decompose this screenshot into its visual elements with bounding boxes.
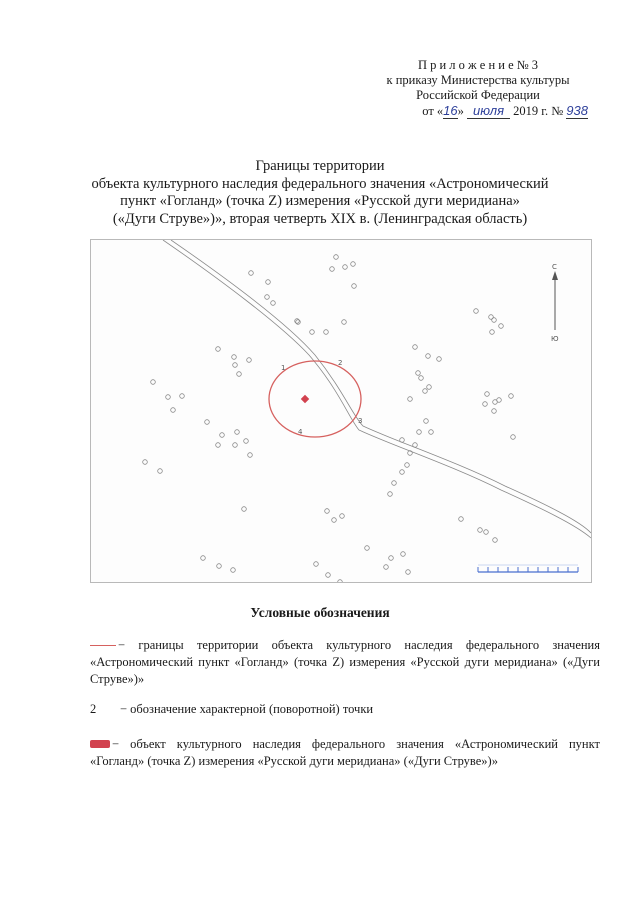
tree-marker	[233, 363, 238, 368]
tree-marker	[310, 330, 315, 335]
tree-marker	[324, 330, 329, 335]
appendix-heading: П р и л о ж е н и е № 3	[417, 58, 539, 72]
tree-marker	[509, 394, 514, 399]
tree-marker	[242, 507, 247, 512]
legend-boundary-text: − границы территории объекта культурного наследия федерального значения «Астрономический пункт «Гогланд» (точка Z) измерения «Русской дуги меридиана» («Дуги Струве»)»	[90, 638, 600, 686]
legend-object-text: − объект культурного наследия федерального значения «Астрономический пункт «Гогланд» (точка Z) измерения «Русской дуги меридиана» («Дуги Струве»)»	[90, 737, 600, 768]
tree-marker	[408, 397, 413, 402]
tree-marker	[426, 354, 431, 359]
tree-marker	[343, 265, 348, 270]
tree-marker	[485, 392, 490, 397]
tree-marker	[216, 443, 221, 448]
title-line-4: («Дуги Струве»)», вторая четверть XIX в. (Ленинградская область)	[112, 210, 528, 227]
tree-marker	[248, 453, 253, 458]
tree-marker	[413, 443, 418, 448]
tree-marker	[493, 538, 498, 543]
tree-marker	[338, 580, 343, 582]
tree-marker	[419, 376, 424, 381]
boundary-line-symbol	[90, 645, 116, 646]
tree-marker	[389, 556, 394, 561]
territory-map	[90, 239, 592, 583]
tree-marker	[296, 320, 301, 325]
point-label-4: 4	[298, 428, 303, 436]
tree-marker	[244, 439, 249, 444]
tree-marker	[365, 546, 370, 551]
tree-marker	[459, 517, 464, 522]
date-day: 16	[443, 103, 458, 118]
point-label-2: 2	[338, 359, 343, 367]
tree-marker	[151, 380, 156, 385]
point-label-1: 1	[281, 364, 286, 372]
date-year: 2019 г. №	[513, 104, 564, 118]
tree-marker	[351, 262, 356, 267]
tree-marker	[233, 443, 238, 448]
title-line-2: объекта культурного наследия федерального значения «Астрономический	[91, 175, 549, 192]
tree-marker	[352, 284, 357, 289]
tree-marker	[497, 398, 502, 403]
tree-marker	[330, 267, 335, 272]
legend-title: Условные обозначения	[250, 605, 390, 620]
tree-marker	[249, 271, 254, 276]
tree-marker	[180, 394, 185, 399]
scale-bar	[478, 565, 578, 572]
tree-marker	[235, 430, 240, 435]
tree-marker	[478, 528, 483, 533]
tree-marker	[417, 430, 422, 435]
tree-marker	[217, 564, 222, 569]
tree-marker	[405, 463, 410, 468]
tree-marker	[231, 568, 236, 573]
tree-markers	[143, 255, 516, 582]
tree-marker	[492, 409, 497, 414]
tree-marker	[483, 402, 488, 407]
tree-marker	[216, 347, 221, 352]
tree-marker	[166, 395, 171, 400]
legend-object	[90, 736, 600, 770]
tree-marker	[325, 509, 330, 514]
north-label: С	[552, 263, 557, 271]
tree-marker	[171, 408, 176, 413]
tree-marker	[340, 514, 345, 519]
point-label-3: 3	[358, 417, 363, 425]
tree-marker	[237, 372, 242, 377]
heritage-object-marker	[301, 395, 309, 403]
tree-marker	[406, 570, 411, 575]
tree-marker	[388, 492, 393, 497]
tree-marker	[334, 255, 339, 260]
appendix-ministry-line: Российской Федерации	[416, 88, 540, 102]
tree-marker	[205, 420, 210, 425]
tree-marker	[247, 358, 252, 363]
tree-marker	[266, 280, 271, 285]
map-drawing	[91, 240, 591, 582]
object-symbol	[90, 740, 110, 748]
road	[163, 240, 591, 538]
tree-marker	[342, 320, 347, 325]
tree-marker	[416, 371, 421, 376]
document-title	[70, 158, 570, 228]
tree-marker	[314, 562, 319, 567]
tree-marker	[423, 389, 428, 394]
tree-marker	[413, 345, 418, 350]
appendix-order-line: к приказу Министерства культуры	[386, 73, 570, 87]
order-number: 938	[566, 103, 588, 118]
tree-marker	[392, 481, 397, 486]
tree-marker	[429, 430, 434, 435]
tree-marker	[400, 470, 405, 475]
tree-marker	[424, 419, 429, 424]
tree-marker	[484, 530, 489, 535]
tree-marker	[384, 565, 389, 570]
tree-marker	[265, 295, 270, 300]
tree-marker	[271, 301, 276, 306]
tree-marker	[490, 330, 495, 335]
date-month: июля	[467, 103, 510, 119]
south-label: Ю	[551, 335, 559, 343]
tree-marker	[499, 324, 504, 329]
appendix-header	[328, 58, 588, 119]
appendix-date-line	[328, 103, 588, 119]
tree-marker	[220, 433, 225, 438]
north-arrow	[551, 263, 559, 343]
tree-marker	[201, 556, 206, 561]
tree-marker	[332, 518, 337, 523]
territory-boundary	[269, 361, 361, 437]
tree-marker	[427, 385, 432, 390]
tree-marker	[474, 309, 479, 314]
title-line-1: Границы территории	[255, 158, 385, 174]
tree-marker	[232, 355, 237, 360]
tree-marker	[492, 318, 497, 323]
legend-boundary	[90, 637, 600, 688]
date-mid: »	[457, 104, 464, 118]
tree-marker	[326, 573, 331, 578]
tree-marker	[143, 460, 148, 465]
tree-marker	[437, 357, 442, 362]
date-prefix: от «	[422, 104, 444, 118]
tree-marker	[511, 435, 516, 440]
title-line-3: пункт «Гогланд» (точка Z) измерения «Русской дуги меридиана»	[120, 193, 520, 209]
tree-marker	[400, 438, 405, 443]
tree-marker	[401, 552, 406, 557]
legend-point-text: − обозначение характерной (поворотной) точки	[120, 702, 374, 716]
legend-point	[90, 701, 600, 718]
tree-marker	[158, 469, 163, 474]
point-symbol: 2	[90, 702, 97, 716]
